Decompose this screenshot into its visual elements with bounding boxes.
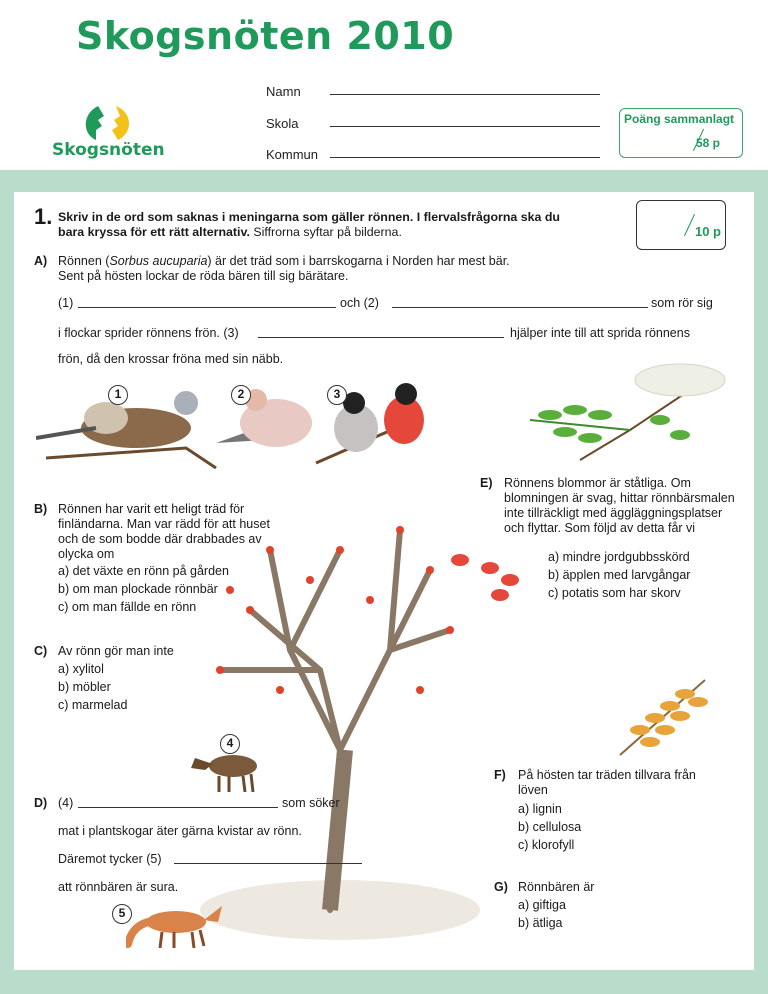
bullfinch-flock-illustration bbox=[440, 540, 530, 610]
part-g-option-b[interactable]: b) ätliga bbox=[518, 916, 563, 930]
part-d-line2: mat i plantskogar äter gärna kvistar av rönn. bbox=[58, 824, 302, 838]
part-f-option-c[interactable]: c) klorofyll bbox=[518, 838, 575, 852]
total-score-points: 58 p bbox=[695, 136, 720, 150]
part-c-option-b[interactable]: b) möbler bbox=[58, 680, 111, 694]
part-d-line3: Däremot tycker (5) bbox=[58, 852, 162, 866]
part-a-post: ) är det träd som i barrskogarna i Norden har mest bär. bbox=[207, 254, 510, 268]
part-g-label: G) bbox=[494, 880, 508, 894]
part-e-option-b[interactable]: b) äpplen med larvgångar bbox=[548, 568, 691, 582]
blank-2[interactable] bbox=[392, 307, 648, 308]
part-f-text: På hösten tar träden tillvara från löven bbox=[518, 768, 696, 797]
part-d-prefix: (4) bbox=[58, 796, 74, 810]
part-f-label: F) bbox=[494, 768, 506, 782]
blank-1[interactable] bbox=[78, 307, 336, 308]
part-f-option-b[interactable]: b) cellulosa bbox=[518, 820, 582, 834]
school-field[interactable] bbox=[330, 126, 600, 127]
part-a-pre: Rönnen ( bbox=[58, 254, 110, 268]
part-a-line2: Sent på hösten lockar de röda bären till sig bärätare. bbox=[58, 269, 349, 283]
total-score-label: Poäng sammanlagt bbox=[624, 112, 735, 126]
marker-1: 1 bbox=[108, 385, 128, 405]
part-d-post: som söker bbox=[282, 796, 340, 810]
instruction-rest: Siffrorna syftar på bilderna. bbox=[249, 225, 402, 239]
part-b-option-c[interactable]: c) om man fällde en rönn bbox=[58, 600, 197, 614]
question-score-slash bbox=[684, 214, 695, 236]
fill-1-post: som rör sig bbox=[651, 296, 713, 310]
blank-5[interactable] bbox=[174, 863, 362, 864]
marker-5: 5 bbox=[112, 904, 132, 924]
part-b-text: Rönnen har varit ett heligt träd för finländarna. Man var rädd för att huset och de som bodde där drabbades av olycka om bbox=[58, 502, 270, 561]
part-g-text: Rönnbären är bbox=[518, 880, 595, 894]
autumn-leaf-illustration bbox=[610, 670, 720, 760]
fox-illustration bbox=[126, 892, 226, 950]
part-e-label: E) bbox=[480, 476, 493, 490]
part-e-option-c[interactable]: c) potatis som har skorv bbox=[548, 586, 681, 600]
logo-text: Skogsnöten bbox=[52, 140, 165, 160]
latin-name: Sorbus aucuparia bbox=[109, 254, 208, 268]
fill-1-prefix: (1) bbox=[58, 296, 74, 310]
question-score-box[interactable] bbox=[636, 200, 726, 250]
name-field[interactable] bbox=[330, 94, 600, 95]
municipality-field[interactable] bbox=[330, 157, 600, 158]
question-score-points: 10 p bbox=[694, 224, 721, 239]
part-b-option-b[interactable]: b) om man plockade rönnbär bbox=[58, 582, 218, 596]
instruction-bold: Skriv in de ord som saknas i meningarna som gäller rönnen. I flervalsfrågorna ska du bara kryssa för ett rätt alternativ. bbox=[58, 210, 560, 239]
part-c-text: Av rönn gör man inte bbox=[58, 644, 174, 658]
part-b-option-a[interactable]: a) det växte en rönn på gården bbox=[58, 564, 229, 578]
part-f-option-a[interactable]: a) lignin bbox=[518, 802, 562, 816]
page-title: Skogsnöten 2010 bbox=[76, 14, 455, 58]
fill-2-prefix: i flockar sprider rönnens frön. (3) bbox=[58, 326, 239, 340]
part-c-option-c[interactable]: c) marmelad bbox=[58, 698, 128, 712]
part-g-option-a[interactable]: a) giftiga bbox=[518, 898, 566, 912]
fill-2-post: hjälper inte till att sprida rönnens bbox=[510, 326, 690, 340]
part-d-label: D) bbox=[34, 796, 48, 810]
marker-3: 3 bbox=[327, 385, 347, 405]
part-d-line4: att rönnbären är sura. bbox=[58, 880, 179, 894]
school-label: Skola bbox=[266, 116, 299, 131]
part-b-label: B) bbox=[34, 502, 48, 516]
total-score-box[interactable] bbox=[619, 108, 743, 158]
part-e-option-a[interactable]: a) mindre jordgubbsskörd bbox=[548, 550, 690, 564]
question-instruction bbox=[58, 210, 578, 240]
marker-2: 2 bbox=[231, 385, 251, 405]
question-number: 1. bbox=[34, 204, 53, 229]
part-c-option-a[interactable]: a) xylitol bbox=[58, 662, 104, 676]
part-a-label: A) bbox=[34, 254, 48, 268]
name-label: Namn bbox=[266, 84, 301, 99]
fill-1-mid: och (2) bbox=[340, 296, 379, 310]
part-a-text bbox=[58, 254, 618, 284]
part-e-text: Rönnens blommor är ståtliga. Om blomningen är svag, hittar rönnbärsmalen inte tillräckligt med äggläggningsplatser och flyttar. Som följd av detta får vi bbox=[504, 476, 735, 535]
part-c-label: C) bbox=[34, 644, 48, 658]
blank-3[interactable] bbox=[258, 337, 504, 338]
municipality-label: Kommun bbox=[266, 147, 319, 162]
rowan-flower-illustration bbox=[520, 360, 730, 470]
marker-4: 4 bbox=[220, 734, 240, 754]
fill-3: frön, då den krossar fröna med sin näbb. bbox=[58, 352, 284, 366]
blank-4[interactable] bbox=[78, 807, 278, 808]
